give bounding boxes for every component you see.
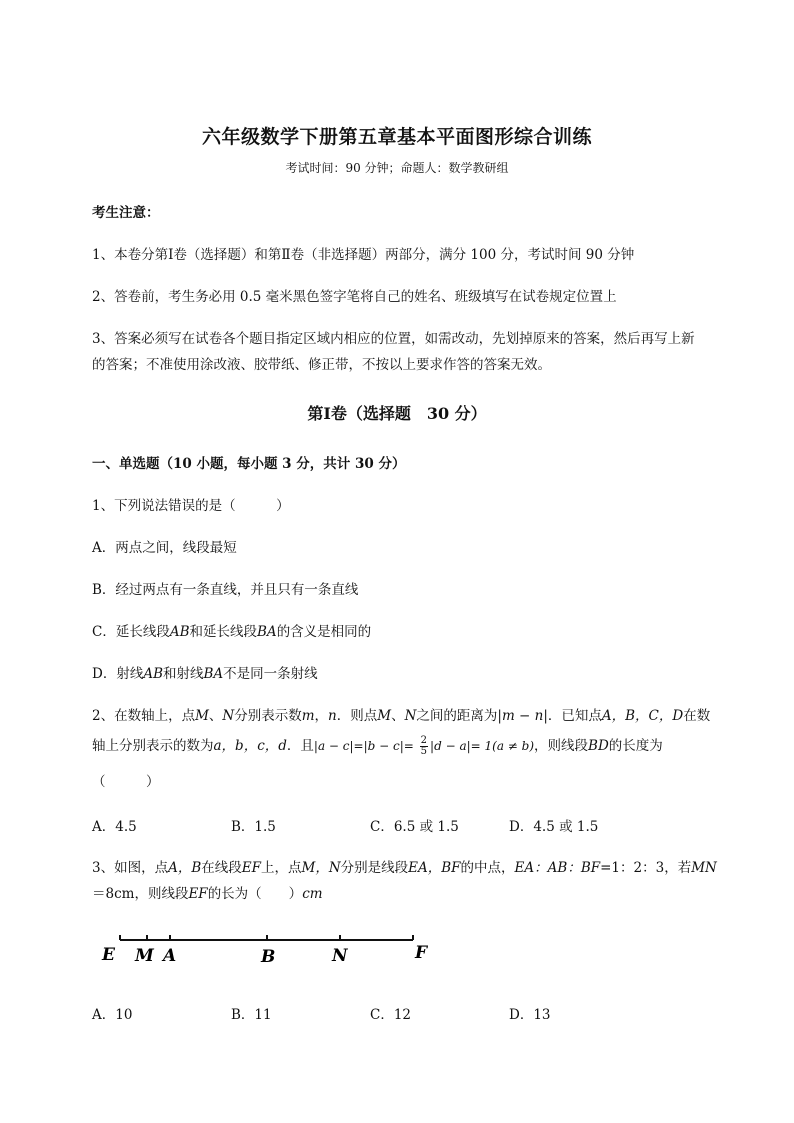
q1-c-mid: 和延长线段 <box>189 624 258 640</box>
label-b: B <box>261 947 276 967</box>
notice-item-2: 2、答卷前，考生务必用 0.5 毫米黑色签字笔将自己的姓名、班级填写在试卷规定位置上 <box>92 289 617 305</box>
label-n: N <box>332 946 348 966</box>
q2-l2-c: ，则线段 <box>534 738 589 754</box>
q2-l1-abs: |m − n| <box>497 708 548 724</box>
q1-d-mid: 和射线 <box>163 666 204 682</box>
q2-l2-d: 的长度为 <box>608 738 663 754</box>
q3-segment-figure <box>95 930 445 970</box>
q2-l1-sep2: 、 <box>391 708 405 724</box>
q2-l2-BD: BD <box>588 738 609 754</box>
label-m: M <box>135 946 154 966</box>
q3-line1 <box>92 856 717 876</box>
q1-option-a: A．两点之间，线段最短 <box>92 540 237 556</box>
q3-l1-a: 3、如图，点 <box>92 860 169 876</box>
q2-l1-a: 2、在数轴上，点 <box>92 708 196 724</box>
q3-l2-a: ＝8cm，则线段 <box>92 886 189 902</box>
q3-l2-b: 的长为（ ） <box>207 886 303 902</box>
q1-option-d <box>92 662 318 682</box>
notice-item-3-line2: 的答案；不准使用涂改液、胶带纸、修正带，不按以上要求作答的答案无效。 <box>92 357 551 373</box>
q3-l1-e: 的中点， <box>460 860 515 876</box>
q2-l2-expr2: |d − a|= 1(a ≠ b) <box>430 739 535 753</box>
q1-c-pre: C．延长线段 <box>92 624 170 640</box>
q2-l1-M: M <box>195 708 209 724</box>
q1-d-var1: AB <box>143 666 163 682</box>
q3-option-d: D．13 <box>509 1007 551 1023</box>
q2-l1-f: 在数 <box>683 708 711 724</box>
q3-l1-MN: M，N <box>301 860 341 876</box>
q2-l1-b: 分别表示数 <box>234 708 302 724</box>
q2-option-c: C．6.5 或 1.5 <box>370 819 459 835</box>
q2-l1-sep: 、 <box>208 708 223 724</box>
q2-l2-vars: a，b，c，d <box>213 738 287 754</box>
part-heading: 一、单选题（10 小题，每小题 3 分，共计 30 分） <box>92 456 406 472</box>
notice-heading: 考生注意： <box>92 205 160 221</box>
q2-l1-M2: M <box>377 708 392 724</box>
q1-stem: 1、下列说法错误的是（ ） <box>92 498 290 514</box>
q1-d-post: 不是同一条射线 <box>223 666 318 682</box>
q3-option-a: A．10 <box>92 1007 133 1023</box>
label-a: A <box>163 946 177 966</box>
q1-option-c <box>92 620 371 640</box>
q2-l1-e: ．已知点 <box>547 708 602 724</box>
q3-option-b: B．11 <box>231 1007 272 1023</box>
q1-d-var2: BA <box>203 666 224 682</box>
q1-option-b: B．经过两点有一条直线，并且只有一条直线 <box>92 582 359 598</box>
q2-l1-n: n <box>328 708 337 724</box>
q2-option-b: B．1.5 <box>231 819 276 835</box>
notice-item-1: 1、本卷分第Ⅰ卷（选择题）和第Ⅱ卷（非选择题）两部分，满分 100 分，考试时间 90 分钟 <box>92 247 635 263</box>
section-title: 第Ⅰ卷（选择题 30 分） <box>307 404 487 423</box>
q2-line1 <box>92 704 710 724</box>
q3-l1-b: 在线段 <box>201 860 242 876</box>
q1-d-pre: D．射线 <box>92 666 144 682</box>
q2-l1-pts: A，B，C，D <box>601 708 684 724</box>
q3-l1-EA: EA，BF <box>408 860 461 876</box>
q3-l1-ratio-vars: EA：AB：BF <box>514 860 601 876</box>
q2-frac-num: 2 <box>420 735 428 746</box>
q3-l1-d: 分别是线段 <box>340 860 409 876</box>
q2-l2-expr1: |a − c|=|b − c|= <box>313 739 418 753</box>
q3-l1-AB: A，B <box>168 860 202 876</box>
q1-c-var2: BA <box>257 624 277 640</box>
q3-l2-cm: cm <box>302 886 323 902</box>
q2-frac-den: 5 <box>420 746 428 757</box>
exam-info: 考试时间：90 分钟；命题人：数学教研组 <box>285 161 509 175</box>
q3-line2 <box>92 882 323 902</box>
q3-l1-MN2: MN <box>691 860 717 876</box>
q3-l2-EF: EF <box>188 886 208 902</box>
label-f: F <box>415 943 428 963</box>
q2-option-a: A．4.5 <box>92 819 137 835</box>
q3-option-c: C．12 <box>370 1007 412 1023</box>
q2-fraction <box>420 736 428 757</box>
q2-l1-N2: N <box>404 708 417 724</box>
q1-c-var1: AB <box>169 624 190 640</box>
q2-l1-d: 之间的距离为 <box>416 708 498 724</box>
q2-option-d: D．4.5 或 1.5 <box>509 819 599 835</box>
q2-l1-m: m <box>301 708 315 724</box>
q3-l1-ratio: =1：2：3，若 <box>600 860 692 876</box>
q2-l1-N: N <box>222 708 235 724</box>
q2-l2-b: ．且 <box>286 738 314 754</box>
q3-l1-c: 上，点 <box>261 860 302 876</box>
q2-l1-comma: ， <box>314 708 329 724</box>
q2-l2-a: 轴上分别表示的数为 <box>92 738 214 754</box>
page-title: 六年级数学下册第五章基本平面图形综合训练 <box>201 126 592 148</box>
q2-l1-c: ．则点 <box>336 708 378 724</box>
q2-line2 <box>92 734 663 757</box>
label-e: E <box>102 945 115 965</box>
q2-line3: （ ） <box>92 774 160 790</box>
q1-c-post: 的含义是相同的 <box>276 624 372 640</box>
q3-l1-EF: EF <box>241 860 261 876</box>
notice-item-3-line1: 3、答案必须写在试卷各个题目指定区域内相应的位置，如需改动，先划掉原来的答案，然后再写上新 <box>92 331 695 347</box>
